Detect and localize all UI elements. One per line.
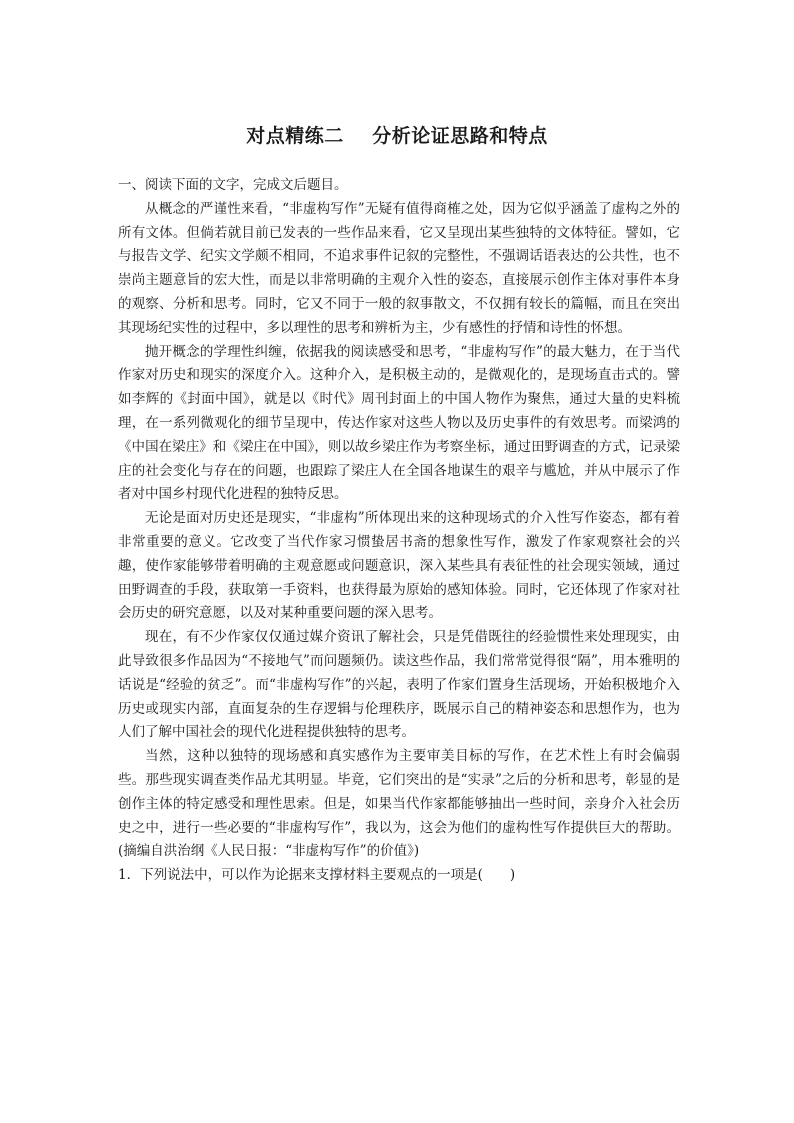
page-title: 对点精练二 分析论证思路和特点 bbox=[246, 125, 548, 147]
section-heading: 一、阅读下面的文字，完成文后题目。 bbox=[118, 177, 348, 193]
question-1: 1．下列说法中，可以作为论据来支撑材料主要观点的一项是( ) bbox=[118, 867, 516, 884]
paragraph-5: 当然，这种以独特的现场感和真实感作为主要审美目标的写作，在艺术性上有时会偏弱些。那些现实调查类作品尤其明显。毕竟，它们突出的是“实录”之后的分析和思考，彰显的是创作主体的特定感受和理性思索。但是，如果当代作家都能够抽出一些时间，亲身介入社会历史之中，进行一些必要的“非虚构写作”，我以为，这会为他们的虚构性写作提供巨大的帮助。(摘编自洪治纲《人民日报：“非虚构写作”的价值》) bbox=[118, 748, 680, 860]
article-body bbox=[118, 174, 680, 888]
paragraph-2: 抛开概念的学理性纠缠，依据我的阅读感受和思考，“非虚构写作”的最大魅力，在于当代作家对历史和现实的深度介入。这种介入，是积极主动的，是微观化的，是现场直击式的。譬如李辉的《封面中国》，就是以《时代》周刊封面上的中国人物作为聚焦，通过大量的史料梳理，在一系列微观化的细节呈现中，传达作家对这些人物以及历史事件的有效思考。而梁鸿的《中国在梁庄》和《梁庄在中国》，则以故乡梁庄作为考察坐标，通过田野调查的方式，记录梁庄的社会变化与存在的问题，也跟踪了梁庄人在全国各地谋生的艰辛与尴尬，并从中展示了作者对中国乡村现代化进程的独特反思。 bbox=[118, 343, 680, 503]
paragraph-3: 无论是面对历史还是现实，“非虚构”所体现出来的这种现场式的介入性写作姿态，都有着非常重要的意义。它改变了当代作家习惯蛰居书斋的想象性写作，激发了作家观察社会的兴趣，使作家能够带着明确的主观意愿或问题意识，深入某些具有表征性的社会现实领域，通过田野调查的手段，获取第一手资料，也获得最为原始的感知体验。同时，它还体现了作家对社会历史的研究意愿，以及对某种重要问题的深入思考。 bbox=[118, 510, 680, 622]
paragraph-4: 现在，有不少作家仅仅通过媒介资讯了解社会，只是凭借既往的经验惯性来处理现实，由此导致很多作品因为“不接地气”而问题频仍。读这些作品，我们常常觉得很“隔”，用本雅明的话说是“经验的贫乏”。而“非虚构写作”的兴起，表明了作家们置身生活现场，开始积极地介入历史或现实内部，直面复杂的生存逻辑与伦理秩序，既展示自己的精神姿态和思想作为，也为人们了解中国社会的现代化进程提供独特的思考。 bbox=[118, 629, 680, 741]
paragraph-1: 从概念的严谨性来看，“非虚构写作”无疑有值得商榷之处，因为它似乎涵盖了虚构之外的所有文体。但倘若就目前已发表的一些作品来看，它又呈现出某些独特的文体特征。譬如，它与报告文学、纪实文学颇不相同，不追求事件记叙的完整性，不强调话语表达的公共性，也不崇尚主题意旨的宏大性，而是以非常明确的主观介入性的姿态，直接展示创作主体对事件本身的观察、分析和思考。同时，它又不同于一般的叙事散文，不仅拥有较长的篇幅，而且在突出其现场纪实性的过程中，多以理性的思考和辨析为主，少有感性的抒情和诗性的怀想。 bbox=[118, 200, 680, 336]
